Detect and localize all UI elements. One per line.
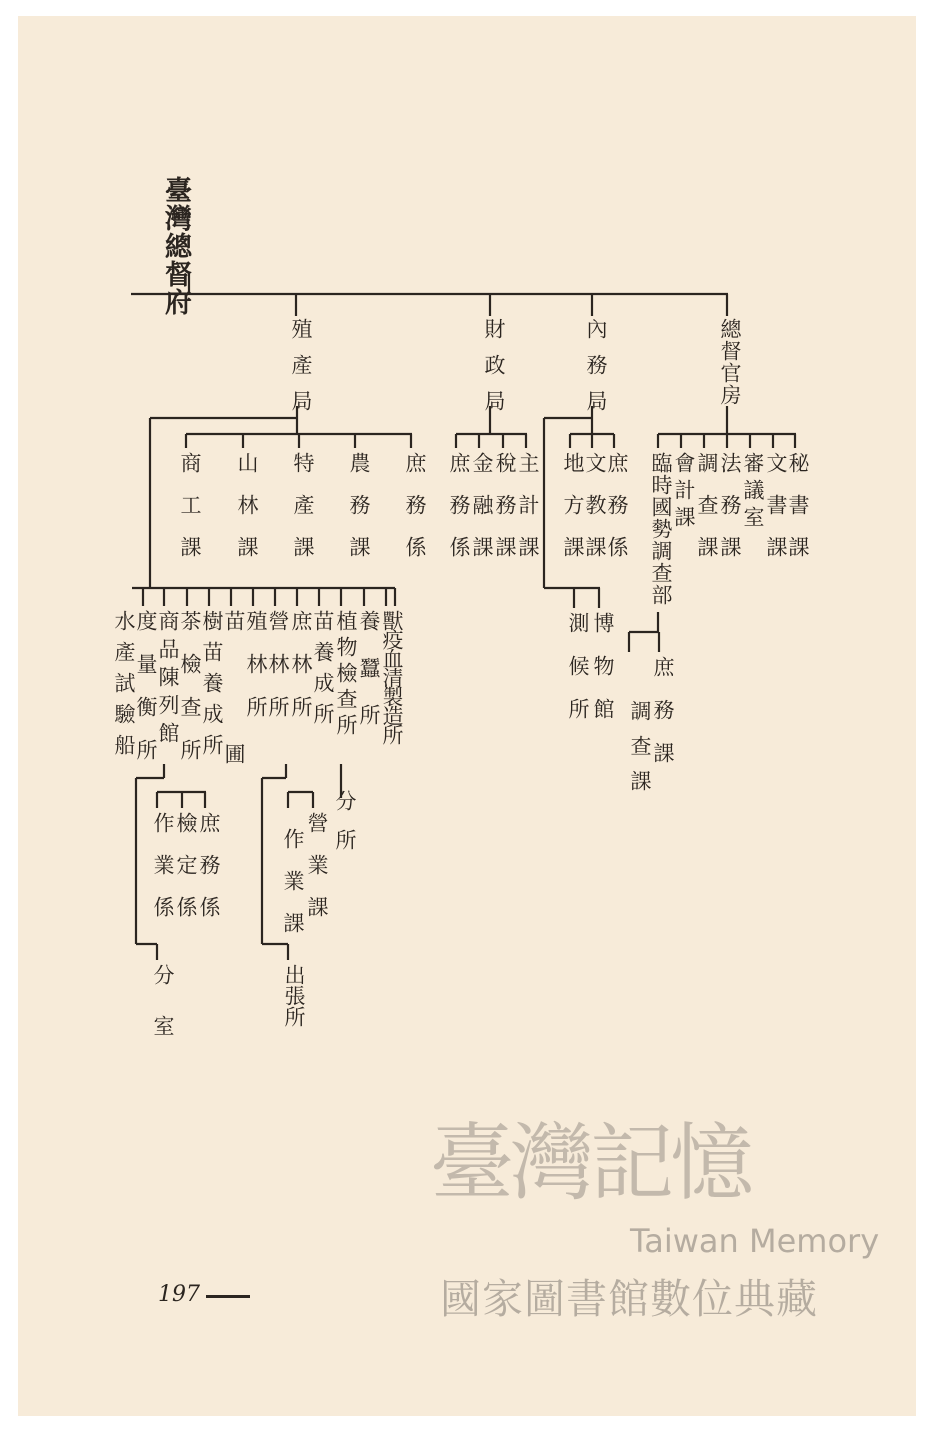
- root-title: 臺灣總督府: [160, 176, 191, 316]
- facility-silkworm: 養蠶所: [357, 610, 381, 751]
- section-bunkyo: 文教課: [583, 452, 607, 578]
- section-shingi: 審議室: [741, 452, 765, 533]
- facility-shorin: 庶林所: [289, 610, 313, 739]
- bureau-kanbo: 總督官房: [718, 318, 742, 406]
- facility-fisheries: 水產試驗船: [112, 610, 136, 765]
- facility-museum: 博物館: [591, 612, 615, 741]
- section-hisho: 秘書課: [786, 452, 810, 578]
- bureau-shokusan: 殖產局: [289, 318, 313, 426]
- section-zaisei-shomu: 庶務係: [447, 452, 471, 578]
- section-bunsho: 文書課: [764, 452, 788, 578]
- section-nomu: 農務課: [347, 452, 371, 578]
- sub-census-chosa: 調查課: [628, 700, 652, 805]
- section-chiho: 地方課: [561, 452, 585, 578]
- sub-eirin-eigyo: 營業課: [305, 812, 329, 938]
- facility-plant-inspection: 植物檢查所: [334, 610, 358, 740]
- sub-plant-branch: 分所: [333, 790, 357, 868]
- sub-dlh-sagyo: 作業係: [151, 812, 175, 938]
- facility-nursery: 苗養成所: [311, 610, 335, 734]
- section-kinyu: 金融課: [470, 452, 494, 578]
- facility-eirin: 營林所: [266, 610, 290, 739]
- sub-dlh-kentei: 檢定係: [174, 812, 198, 938]
- section-shomu: 庶務係: [403, 452, 427, 578]
- section-naimu-shomu: 庶務係: [605, 452, 629, 578]
- sub-eirin-sagyo: 作業課: [281, 828, 305, 954]
- section-shukei: 主計課: [516, 452, 540, 578]
- facility-pudian: 苗圃: [222, 610, 246, 876]
- watermark-chinese: 國家圖書館數位典藏: [440, 1275, 818, 1323]
- section-homu: 法務課: [718, 452, 742, 578]
- facility-seedling: 樹苗養成所: [200, 610, 224, 765]
- facility-weights: 度量衡所: [134, 610, 158, 782]
- section-kaikei: 會計課: [672, 452, 696, 533]
- watermark-english: Taiwan Memory: [630, 1222, 880, 1260]
- section-chosa: 調查課: [695, 452, 719, 578]
- page-number-dash: [206, 1295, 250, 1298]
- section-census: 臨時國勢調查部: [649, 452, 673, 606]
- facility-observatory: 測候所: [566, 612, 590, 741]
- sub-eirin-branch: 出張所: [282, 964, 306, 1027]
- sub-dlh-shomu: 庶務係: [197, 812, 221, 938]
- page-number: 197: [158, 1282, 200, 1307]
- facility-museum-commerce: 商品陳列館: [156, 610, 180, 750]
- document-page: [18, 16, 916, 1416]
- section-tokusan: 特產課: [291, 452, 315, 578]
- facility-tea: 茶檢查所: [178, 610, 202, 782]
- sub-dlh-branch: 分室: [151, 964, 175, 1066]
- facility-serum: 獸疫血清製造所: [380, 610, 404, 743]
- sub-census-shomu: 庶務課: [651, 656, 675, 785]
- section-zeimu: 稅務課: [493, 452, 517, 578]
- facility-shokurin: 殖林所: [244, 610, 268, 739]
- bureau-naimu: 內務局: [584, 318, 608, 426]
- watermark-logo: 臺灣記憶: [430, 1114, 751, 1212]
- bureau-zaisei: 財政局: [482, 318, 506, 426]
- section-sanrin: 山林課: [235, 452, 259, 578]
- section-shoko: 商工課: [178, 452, 202, 578]
